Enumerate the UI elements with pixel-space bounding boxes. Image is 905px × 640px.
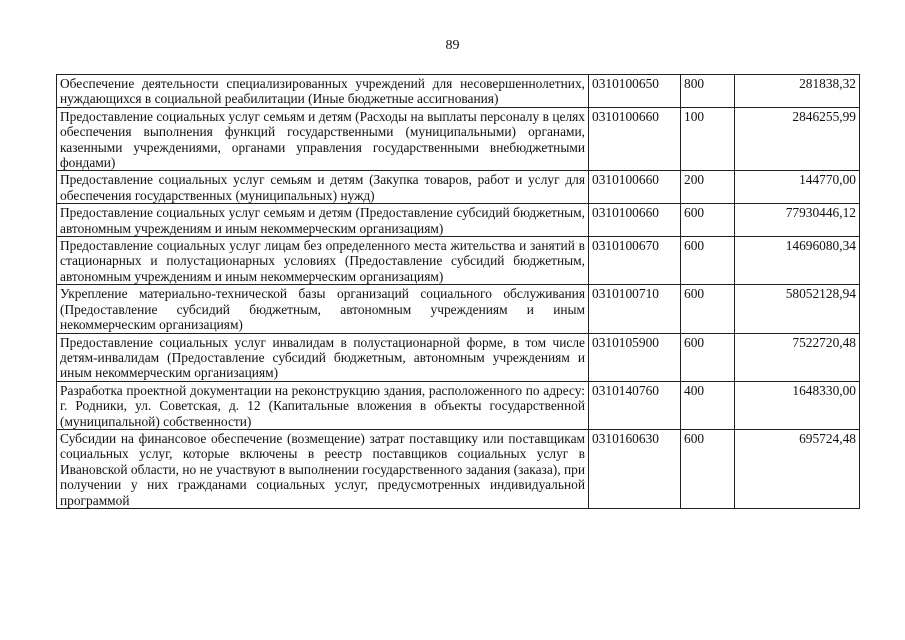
row-expense-type: 600 — [681, 429, 735, 508]
row-description: Предоставление социальных услуг семьям и детям (Закупка товаров, работ и услуг для обеспечения государственных (муниципальных) нужд) — [57, 171, 589, 204]
table-row — [57, 333, 860, 381]
row-expense-type: 600 — [681, 333, 735, 381]
row-expense-type: 100 — [681, 107, 735, 171]
table-row — [57, 171, 860, 204]
row-target-code: 0310105900 — [589, 333, 681, 381]
row-expense-type: 600 — [681, 237, 735, 285]
row-amount: 1648330,00 — [735, 381, 860, 429]
row-target-code: 0310160630 — [589, 429, 681, 508]
row-description: Предоставление социальных услуг семьям и детям (Расходы на выплаты персоналу в целях обеспечения выполнения функций государственными (муниципальными) органами, казенными учреждениями, органами управления государственными внебюджетными фондами) — [57, 107, 589, 171]
row-description: Субсидии на финансовое обеспечение (возмещение) затрат поставщику или поставщикам социальных услуг, которые включены в реестр поставщиков социальных услуг в Ивановской области, но не участвуют в выполнении государственного задания (заказа), при получении у них гражданами социальных услуг, предусмотренных индивидуальной программой — [57, 429, 589, 508]
row-amount: 695724,48 — [735, 429, 860, 508]
table-row — [57, 75, 860, 108]
row-target-code: 0310100670 — [589, 237, 681, 285]
table-row — [57, 204, 860, 237]
row-description: Предоставление социальных услуг инвалидам в полустационарной форме, в том числе детям-инвалидам (Предоставление субсидий бюджетным, автономным учреждениям и иным некоммерческим организациям) — [57, 333, 589, 381]
row-description: Разработка проектной документации на реконструкцию здания, расположенного по адресу: г. Родники, ул. Советская, д. 12 (Капитальные вложения в объекты государственной (муниципальной) собственности) — [57, 381, 589, 429]
row-description: Обеспечение деятельности специализированных учреждений для несовершеннолетних, нуждающихся в социальной реабилитации (Иные бюджетные ассигнования) — [57, 75, 589, 108]
row-target-code: 0310100660 — [589, 107, 681, 171]
table-row — [57, 429, 860, 508]
row-target-code: 0310100710 — [589, 285, 681, 333]
table-row — [57, 285, 860, 333]
row-expense-type: 800 — [681, 75, 735, 108]
row-amount: 7522720,48 — [735, 333, 860, 381]
row-description: Укрепление материально-технической базы организаций социального обслуживания (Предоставление субсидий бюджетным, автономным учреждениям и иным некоммерческим организациям) — [57, 285, 589, 333]
row-target-code: 0310100660 — [589, 204, 681, 237]
row-expense-type: 600 — [681, 204, 735, 237]
row-amount: 144770,00 — [735, 171, 860, 204]
row-description: Предоставление социальных услуг семьям и детям (Предоставление субсидий бюджетным, автономным учреждениям и иным некоммерческим организациям) — [57, 204, 589, 237]
table-row — [57, 237, 860, 285]
row-description: Предоставление социальных услуг лицам без определенного места жительства и занятий в стационарных и полустационарных условиях (Предоставление субсидий бюджетным, автономным учреждениям и иным некоммерческим организациям) — [57, 237, 589, 285]
row-target-code: 0310100660 — [589, 171, 681, 204]
budget-table — [56, 74, 860, 509]
row-amount: 281838,32 — [735, 75, 860, 108]
row-amount: 77930446,12 — [735, 204, 860, 237]
row-target-code: 0310100650 — [589, 75, 681, 108]
row-amount: 2846255,99 — [735, 107, 860, 171]
row-amount: 58052128,94 — [735, 285, 860, 333]
row-target-code: 0310140760 — [589, 381, 681, 429]
table-row — [57, 381, 860, 429]
row-amount: 14696080,34 — [735, 237, 860, 285]
row-expense-type: 600 — [681, 285, 735, 333]
row-expense-type: 400 — [681, 381, 735, 429]
table-row — [57, 107, 860, 171]
row-expense-type: 200 — [681, 171, 735, 204]
page-number: 89 — [445, 38, 460, 53]
